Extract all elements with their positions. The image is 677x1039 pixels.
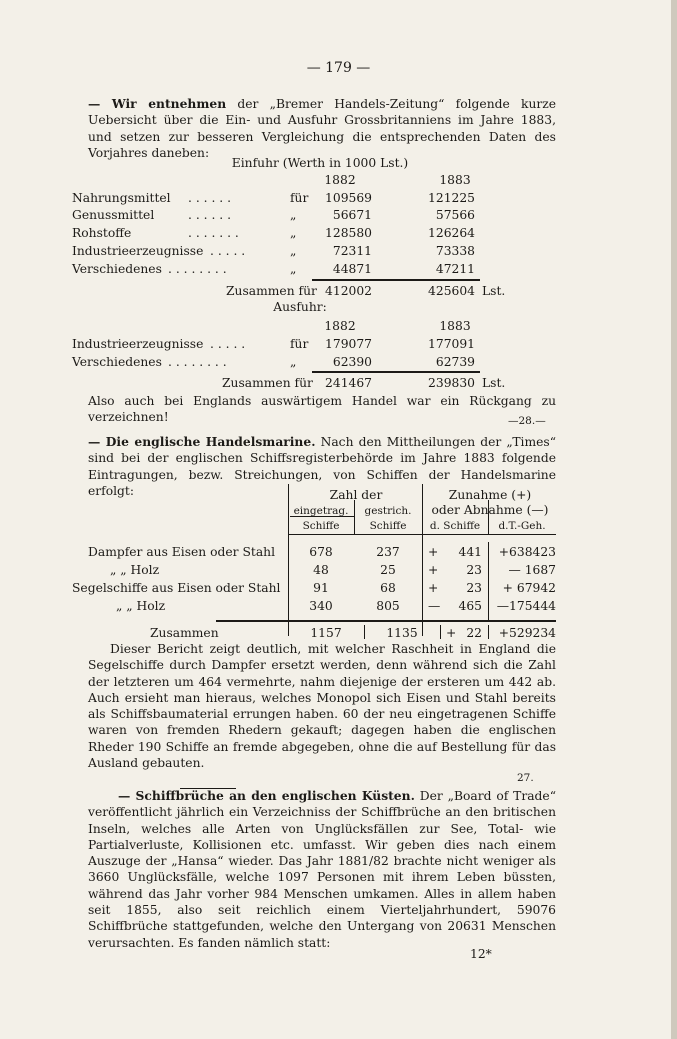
export-sum-rule [312, 371, 480, 373]
section1-note-number: —28.— [508, 415, 546, 427]
import-row-dots: . . . . . . . [188, 226, 239, 240]
import-row-1882: 109569 [325, 191, 372, 205]
import-row-1883: 57566 [435, 208, 475, 222]
import-row-label: Rohstoffe [72, 226, 132, 240]
ship-row-tons-change: —175444 [496, 599, 556, 613]
ship-row-struck: 25 [380, 563, 396, 577]
export-total-1883: 239830 [428, 376, 475, 390]
section2-text: Nach den Mittheilungen der „Times“ sind bei der englischen Schiffsregisterbehörde im Jahre 1883 folgende Eintragungen, bezw. Streichungen, von Schiffen der Handelsmarine erfolgt: [88, 435, 556, 498]
import-row-mark: für [290, 191, 309, 205]
import-row-1882: 72311 [332, 244, 372, 258]
export-row-1883: 177091 [428, 337, 475, 351]
import-row-1883: 126264 [428, 226, 475, 240]
ship-row-ships-change: 441 [458, 545, 482, 559]
export-heading: Ausfuhr: [273, 300, 327, 314]
import-row-1882: 128580 [325, 226, 372, 240]
import-row-dots: . . . . . . . . [168, 262, 227, 276]
export-year-1882: 1882 [324, 319, 356, 333]
import-row-label: Genussmittel [72, 208, 155, 222]
ship-row-struck: 805 [376, 599, 400, 613]
import-row-label: Verschiedenes [72, 262, 162, 276]
ship-row-tons-change: +638423 [498, 545, 556, 559]
ship-row-sign: + [428, 545, 439, 559]
import-sum-rule [312, 279, 480, 281]
ship-row-registered: 340 [309, 599, 333, 613]
import-row-1883: 121225 [428, 191, 475, 205]
ship-row-ships-change: 23 [466, 563, 482, 577]
ship-row-label: „ „ Holz [116, 599, 166, 613]
ship-row-sign: — [428, 599, 441, 613]
ship-head-bottom-rule [288, 534, 556, 535]
ship-row-struck: 68 [380, 581, 396, 595]
section2-report: Dieser Bericht zeigt deutlich, mit welcher Raschheit in England die Segelschiffe durch Dampfer ersetzt werden, denn während sich die Zahl der letzteren um 464 vermehrte, nahm diejenige der ersteren um 442 ab. Auch ersieht man hieraus, welches Monopol sich Eisen und Stahl bereits als Schiffsbaumaterial errungen haben. 60 der neu eingetragenen Schiffe waren von fremden Rhedern gekauft; dagegen haben die englischen Rheder 190 Schiffe an fremde abgegeben, ohne die auf Bestellung für das Ausland gebauten. [88, 642, 556, 771]
ship-row-sign: + [428, 581, 439, 595]
import-row-mark: „ [290, 208, 297, 222]
page-edge [671, 0, 677, 1039]
import-row-dots: . . . . . [210, 244, 246, 258]
section1-conclusion [88, 393, 556, 426]
import-row-mark: „ [290, 226, 297, 240]
ship-sum-rule [216, 620, 556, 622]
ship-row-registered: 91 [313, 581, 329, 595]
import-row-1882: 56671 [332, 208, 372, 222]
import-row-dots: . . . . . . [188, 208, 231, 222]
ship-table-vline [488, 542, 489, 622]
export-row-1883: 62739 [435, 355, 475, 369]
ship-row-registered: 678 [309, 545, 333, 559]
ship-head-tons: d.T.-Geh. [498, 520, 546, 532]
ship-row-tons-change: — 1687 [508, 563, 556, 577]
import-year-1882: 1882 [324, 173, 356, 187]
section3-intro [88, 788, 556, 951]
ship-head-rule [290, 516, 354, 517]
section2-note-number: 27. [517, 772, 534, 784]
import-heading: Einfuhr (Werth in 1000 Lst.) [231, 156, 409, 170]
import-year-1883: 1883 [439, 173, 471, 187]
ship-head-registered2: Schiffe [302, 520, 340, 532]
ship-table-vline [422, 484, 423, 636]
import-total-1882: 412002 [325, 284, 372, 298]
ship-head-registered: eingetrag. [293, 505, 349, 517]
import-total-label: Zusammen für [226, 284, 317, 298]
ship-row-sign: + [428, 563, 439, 577]
export-row-mark: für [290, 337, 309, 351]
import-row-dots: . . . . . . [188, 191, 231, 205]
import-row-1882: 44871 [332, 262, 372, 276]
page-number: — 179 — [306, 60, 371, 76]
import-row-mark: „ [290, 262, 297, 276]
import-row-label: Industrieerzeugnisse [72, 244, 204, 258]
ship-row-registered: 48 [313, 563, 329, 577]
ship-head-change: Zunahme (+) [448, 488, 532, 502]
export-total-label: Zusammen für [222, 376, 313, 390]
export-row-1882: 179077 [325, 337, 372, 351]
export-total-1882: 241467 [325, 376, 372, 390]
ship-row-struck: 237 [376, 545, 400, 559]
ship-table-vline [364, 625, 365, 639]
section1-intro [88, 96, 556, 161]
section2-lead: — Die englische Handelsmarine. [88, 434, 316, 449]
ship-head-ships: d. Schiffe [429, 520, 481, 532]
ship-total-ships: 22 [466, 626, 482, 640]
ship-total-label: Zusammen [150, 626, 219, 640]
ship-head-count: Zahl der [329, 488, 383, 502]
import-total-1883: 425604 [428, 284, 475, 298]
ship-total-sign: + [446, 626, 457, 640]
ship-head-struck: gestrich. [364, 505, 412, 517]
ship-total-struck: 1135 [386, 626, 418, 640]
export-row-label: Industrieerzeugnisse [72, 337, 204, 351]
ship-table-vline [488, 625, 489, 639]
export-row-dots: . . . . . [210, 337, 246, 351]
import-row-1883: 47211 [435, 262, 475, 276]
import-row-mark: „ [290, 244, 297, 258]
import-row-label: Nahrungsmittel [72, 191, 171, 205]
import-row-1883: 73338 [435, 244, 475, 258]
import-total-unit: Lst. [482, 284, 506, 298]
section3-text: Der „Board of Trade“ veröffentlicht jährlich ein Verzeichniss der Schiffbrüche an den britischen Inseln, welches alle Arten von Unglücksfällen zur See, Total- wie Partialverluste, Kollisionen etc. umfasst. Wir geben dies nach einem Auszuge der „Hansa“ wieder. Das Jahr 1881/82 brachte nicht weniger als 3660 Unglücksfälle, welche 1097 Personen mit ihrem Leben büssten, während das Jahr vorher 984 Menschen umkamen. Alles in allem haben seit 1855, also seit reichlich einem Vierteljahrhundert, 59076 Schiffbrüche stattgefunden, welche den Untergang von 20631 Menschen verursachten. Es fanden nämlich statt: [88, 789, 556, 950]
section3-lead: — Schiffbrüche an den englischen Küsten. [118, 788, 415, 803]
ship-row-label: Dampfer aus Eisen oder Stahl [88, 545, 276, 559]
ship-row-tons-change: + 67942 [502, 581, 556, 595]
ship-row-label: Segelschiffe aus Eisen oder Stahl [72, 581, 281, 595]
ship-row-ships-change: 23 [466, 581, 482, 595]
ship-total-registered: 1157 [310, 626, 342, 640]
ship-total-tons: +529234 [498, 626, 556, 640]
export-year-1883: 1883 [439, 319, 471, 333]
ship-head-change2: oder Abnahme (—) [431, 503, 549, 517]
export-total-unit: Lst. [482, 376, 506, 390]
export-row-1882: 62390 [332, 355, 372, 369]
signature-mark: 12* [470, 947, 492, 961]
ship-table-vline [440, 625, 441, 639]
export-row-mark: „ [290, 355, 297, 369]
section1-conclusion-text: Also auch bei Englands auswärtigem Handel war ein Rückgang zu verzeichnen! [88, 394, 556, 425]
export-row-label: Verschiedenes [72, 355, 162, 369]
ship-head-struck2: Schiffe [369, 520, 407, 532]
section1-text: der „Bremer Handels-Zeitung“ folgende kurze Uebersicht über die Ein- und Ausfuhr Grossbritanniens im Jahre 1883, und setzen zur besseren Vergleichung die entsprechenden Daten des Vorjahres daneben: [88, 97, 556, 160]
ship-row-label: „ „ Holz [110, 563, 160, 577]
section1-lead: — Wir entnehmen [88, 96, 227, 111]
export-row-dots: . . . . . . . . [168, 355, 227, 369]
ship-row-ships-change: 465 [458, 599, 482, 613]
